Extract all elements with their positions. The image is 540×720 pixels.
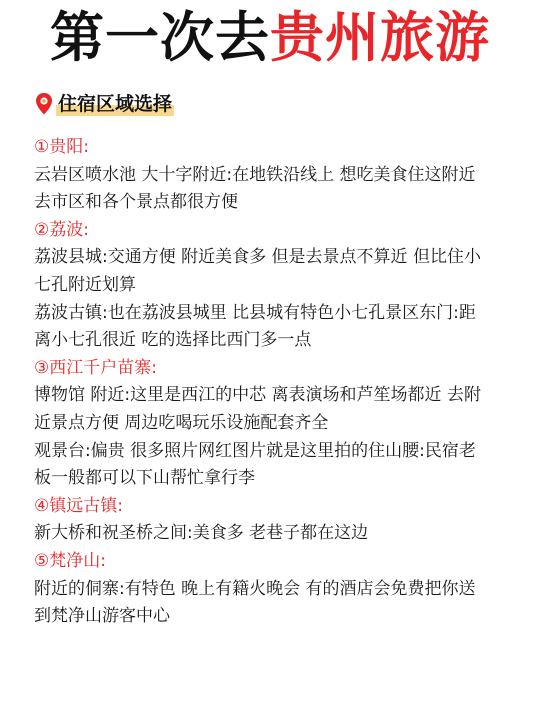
location-pin-icon: [34, 92, 54, 116]
area-block: [34, 548, 524, 631]
area-block: [34, 134, 524, 217]
area-heading: ⑤梵净山:: [34, 550, 106, 571]
area-heading: ③西江千户苗寨:: [34, 357, 157, 378]
area-heading: ①贵阳:: [34, 137, 89, 157]
section-header: [34, 90, 174, 118]
area-block: [34, 355, 524, 493]
content: [34, 134, 524, 631]
area-text-line: 云岩区喷水池 大十字附近:在地铁沿线上 想吃美食住这附近: [34, 164, 476, 185]
area-text-line: 荔波县城:交通方便 附近美食多 但是去景点不算近 但比住小: [34, 247, 481, 268]
area-text-line: 到梵净山游客中心: [34, 606, 170, 627]
area-heading: ④镇远古镇:: [34, 495, 123, 516]
area-block: [34, 493, 524, 548]
title-part-1: 第一次去: [50, 6, 270, 69]
area-text-line: 新大桥和祝圣桥之间:美食多 老巷子都在这边: [34, 523, 369, 544]
area-text-line: 博物馆 附近:这里是西江的中芯 离表演场和芦笙场都近 去附: [34, 385, 481, 406]
area-text-line: 观景台:偏贵 很多照片网红图片就是这里拍的住山腰:民宿老: [34, 440, 476, 461]
area-text-line: 七孔附近划算: [34, 274, 136, 295]
area-text-line: 去市区和各个景点都很方便: [34, 192, 238, 213]
area-text-line: 荔波古镇:也在荔波县城里 比县城有特色小七孔景区东门:距: [34, 302, 476, 323]
page-title: [0, 6, 540, 70]
area-heading: ②荔波:: [34, 219, 89, 240]
area-text-line: 近景点方便 周边吃喝玩乐设施配套齐全: [34, 412, 329, 433]
area-block: [34, 217, 524, 355]
area-text-line: 板一般都可以下山帮忙拿行李: [34, 468, 255, 489]
section-label: 住宿区域选择: [58, 93, 173, 115]
area-text-line: 附近的侗寨:有特色 晚上有籍火晚会 有的酒店会免费把你送: [34, 578, 476, 599]
title-part-2: 贵州旅游: [270, 6, 490, 69]
area-text-line: 离小七孔很近 吃的选择比西门多一点: [34, 330, 312, 351]
